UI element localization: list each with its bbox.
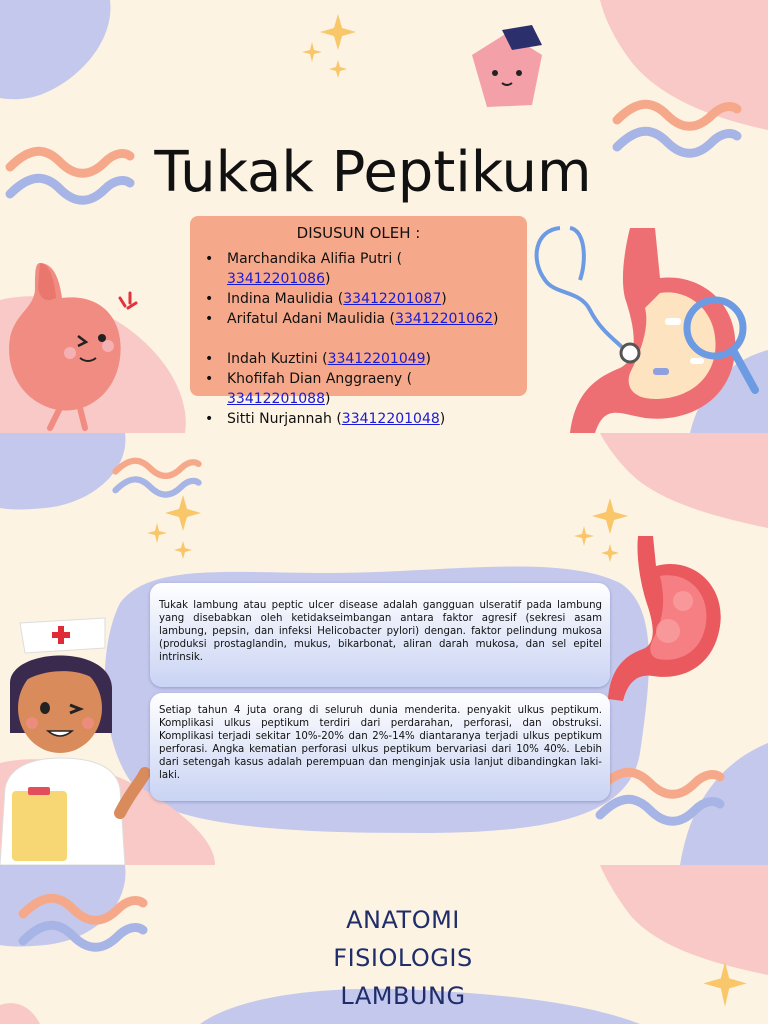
stomach-character-icon: [0, 258, 140, 433]
slide-title: [0, 0, 768, 433]
sparkle-icon: [145, 493, 205, 563]
author-name: Khofifah Dian Anggraeny (: [227, 371, 413, 387]
author-name: Arifatul Adani Maulidia (: [227, 311, 396, 327]
sparkle-icon: [300, 12, 360, 82]
list-item: [205, 289, 525, 309]
author-nim-link[interactable]: 33412201088: [227, 391, 325, 407]
statistics-card: Setiap tahun 4 juta orang di seluruh dunia menderita. penyakit ulkus peptikum. Komplikasi ulkus peptikum terdiri dari perdarahan, perforasi, dan obstruksi. Komplikasi terjadi sekitar 10%-20% dan 2%-14% diantaranya terjadi ulkus peptikum perforasi. Angka kematian perforasi ulkus peptikum bervariasi dari 10% 40%. Lebih dari setengah kasus adalah perempuan dan menginjak usia lanjut dibandingkan laki-laki.: [150, 693, 610, 801]
author-nim-link[interactable]: 33412201049: [327, 351, 426, 367]
slide-anatomy: [0, 865, 768, 1024]
author-suffix: ): [425, 351, 432, 367]
list-item: [205, 349, 525, 369]
slide-definition: [0, 433, 768, 865]
stomach-organ-icon: [598, 531, 728, 706]
stomach-character-icon: [462, 25, 552, 115]
sparkle-icon: [700, 960, 750, 1010]
stethoscope-icon: [525, 220, 645, 370]
author-name: Indah Kuztini (: [227, 351, 328, 367]
author-name: Marchandika Alifia Putri (: [227, 251, 403, 267]
author-suffix: ): [441, 291, 447, 307]
author-nim-link[interactable]: 33412201087: [343, 291, 442, 307]
wave-icon: [18, 889, 148, 959]
author-nim-link[interactable]: 33412201048: [341, 411, 440, 427]
author-suffix: ): [324, 391, 331, 407]
list-item: [205, 369, 525, 409]
title-line: FISIOLOGIS: [333, 944, 473, 972]
definition-card: Tukak lambung atau peptic ulcer disease adalah gangguan ulseratif pada lambung yang disebabkan oleh ketidakseimbangan antara faktor agresif (sekresi asam lambung, pepsin, dan infeksi Helicobacter pylori) dengan. faktor pelindung mukosa (produksi prostaglandin, mukus, bikarbonat, aliran darah mukosa, dan sel epitel intrinsik.: [150, 583, 610, 687]
section-title: [300, 901, 506, 1015]
page-title: Tukak Peptikum: [154, 140, 592, 205]
title-line: ANATOMI: [346, 906, 460, 934]
list-item: [205, 309, 525, 329]
author-suffix: ): [493, 311, 499, 327]
author-suffix: ): [324, 271, 331, 287]
title-line: LAMBUNG: [340, 982, 466, 1010]
list-item: [205, 409, 525, 429]
author-name: Indina Maulidia (: [227, 291, 344, 307]
nurse-illustration-icon: [0, 613, 150, 865]
author-name: Sitti Nurjannah (: [227, 411, 342, 427]
author-list: [205, 249, 525, 429]
list-item: [205, 249, 525, 289]
authors-heading: DISUSUN OLEH :: [296, 224, 421, 242]
wave-icon: [595, 763, 725, 833]
author-suffix: ): [439, 411, 446, 427]
author-nim-link[interactable]: 33412201086: [227, 271, 325, 287]
author-nim-link[interactable]: 33412201062: [395, 311, 494, 327]
